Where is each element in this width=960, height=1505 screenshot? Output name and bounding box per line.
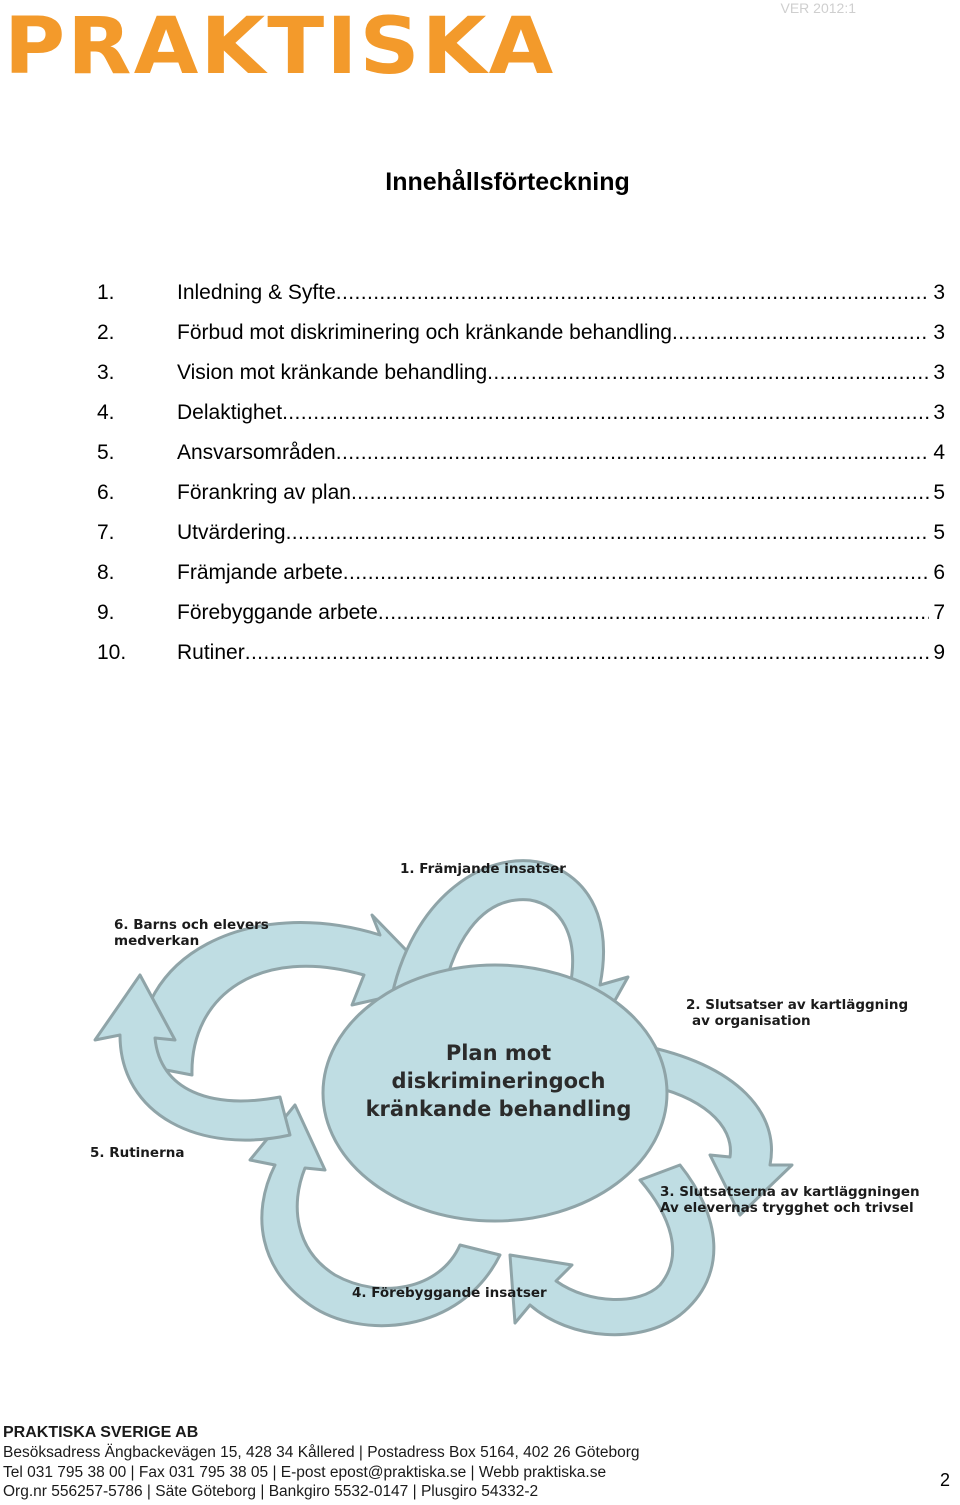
label-6-barns <box>114 917 269 949</box>
footer-address: Besöksadress Ängbackevägen 15, 428 34 Kållered | Postadress Box 5164, 402 26 Göteborg <box>3 1444 640 1461</box>
toc-item-number: 9. <box>97 601 115 624</box>
toc-item[interactable] <box>97 557 945 597</box>
center-title-line: Plan mot <box>445 1041 552 1065</box>
footer-registration: Org.nr 556257-5786 | Säte Göteborg | Bankgiro 5532-0147 | Plusgiro 54332-2 <box>3 1483 539 1500</box>
table-of-contents <box>97 277 945 677</box>
toc-item-number: 6. <box>97 481 115 504</box>
toc-leader-dots <box>336 437 930 469</box>
toc-item-page: 5 <box>933 521 945 544</box>
toc-item-page: 4 <box>933 441 945 464</box>
label-5-rutinerna: 5. Rutinerna <box>90 1145 185 1161</box>
toc-leader-dots <box>343 557 930 589</box>
toc-leader-dots <box>286 517 930 549</box>
label-line: 6. Barns och elevers <box>114 917 269 933</box>
label-1-framjande: 1. Främjande insatser <box>400 861 566 877</box>
label-4-forebyggande: 4. Förebyggande insatser <box>352 1285 547 1301</box>
toc-item-text: Främjande arbete <box>177 561 343 584</box>
toc-item[interactable] <box>97 597 945 637</box>
label-line: medverkan <box>114 933 200 949</box>
toc-item-page: 7 <box>933 601 945 624</box>
toc-item-text: Delaktighet <box>177 401 283 424</box>
toc-item-page: 3 <box>933 281 945 304</box>
toc-item[interactable] <box>97 277 945 317</box>
toc-item-text: Inledning & Syfte <box>177 281 336 304</box>
footer-company: PRAKTISKA SVERIGE AB <box>3 1424 199 1441</box>
toc-leader-dots <box>378 597 930 629</box>
footer-contact: Tel 031 795 38 00 | Fax 031 795 38 05 | E-post epost@praktiska.se | Webb praktiska.se <box>3 1463 607 1481</box>
toc-item-page: 5 <box>933 481 945 504</box>
toc-item-page: 3 <box>933 401 945 424</box>
label-line: 2. Slutsatser av kartläggning <box>686 997 909 1013</box>
toc-leader-dots <box>282 397 929 429</box>
label-3-slutsatserna <box>660 1184 920 1216</box>
toc-leader-dots <box>487 357 929 389</box>
toc-item[interactable] <box>97 397 945 437</box>
page-footer <box>3 1423 953 1502</box>
toc-item-text: Rutiner <box>177 641 245 664</box>
toc-item-page: 3 <box>933 321 945 344</box>
version-label: VER 2012:1 <box>780 0 856 16</box>
toc-item-number: 8. <box>97 561 115 584</box>
toc-item-number: 1. <box>97 281 115 304</box>
toc-leader-dots <box>672 317 929 349</box>
toc-leader-dots <box>351 477 929 509</box>
toc-title: Innehållsförteckning <box>385 168 630 196</box>
center-title-line: diskrimineringoch <box>391 1069 606 1093</box>
page-number: 2 <box>939 1470 950 1490</box>
toc-item-text: Ansvarsområden <box>177 441 336 464</box>
toc-item[interactable] <box>97 437 945 477</box>
toc-item-page: 6 <box>933 561 945 584</box>
toc-item[interactable] <box>97 477 945 517</box>
toc-item-text: Förankring av plan <box>177 481 351 504</box>
label-2-slutsatser <box>686 997 908 1029</box>
toc-item-text: Utvärdering <box>177 521 286 544</box>
toc-item-text: Förebyggande arbete <box>177 601 378 624</box>
toc-leader-dots <box>245 637 930 669</box>
toc-item[interactable] <box>97 357 945 397</box>
center-title-line: kränkande behandling <box>365 1097 632 1121</box>
toc-item-text: Förbud mot diskriminering och kränkande behandling <box>177 321 672 344</box>
toc-item-page: 3 <box>933 361 945 384</box>
toc-item[interactable] <box>97 637 945 677</box>
praktiska-logo: PRAKTISKA <box>4 2 556 92</box>
toc-item-number: 5. <box>97 441 115 464</box>
label-line: Av elevernas trygghet och trivsel <box>660 1200 914 1216</box>
diagram-center-title <box>326 1039 671 1123</box>
toc-item[interactable] <box>97 517 945 557</box>
toc-item-page: 9 <box>933 641 945 664</box>
label-line: 3. Slutsatserna av kartläggningen <box>660 1184 920 1200</box>
toc-item[interactable] <box>97 317 945 357</box>
toc-item-number: 2. <box>97 321 115 344</box>
toc-item-text: Vision mot kränkande behandling <box>177 361 488 384</box>
toc-leader-dots <box>336 277 930 309</box>
toc-item-number: 3. <box>97 361 115 384</box>
toc-item-number: 4. <box>97 401 115 424</box>
toc-item-number: 7. <box>97 521 115 544</box>
toc-item-number: 10. <box>97 641 127 664</box>
plan-cycle-diagram <box>80 835 960 1355</box>
label-line: av organisation <box>692 1013 811 1029</box>
